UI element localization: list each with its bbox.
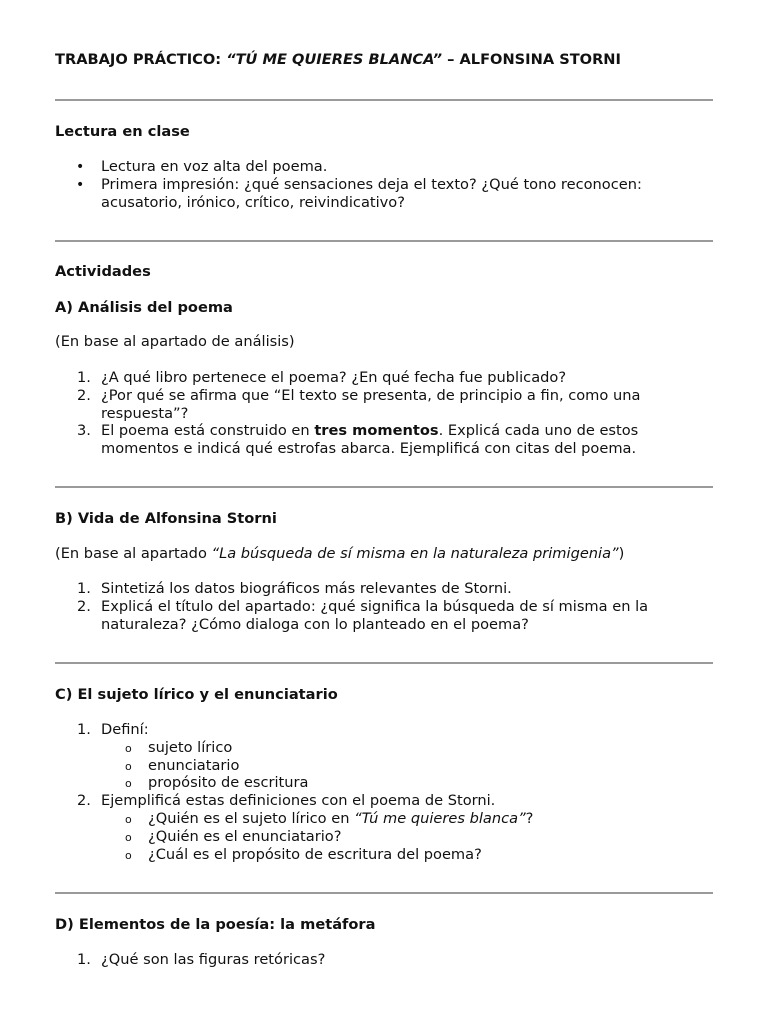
intro-italic: “La búsqueda de sí misma en la naturaleza primigenia” [211, 545, 619, 562]
intro-pre: (En base al apartado [55, 545, 212, 562]
section-a-intro: (En base al apartado de análisis) [55, 333, 295, 350]
section-d-question-1: ¿Qué son las figuras retóricas? [101, 951, 326, 968]
divider [55, 486, 713, 488]
example-italic: “Tú me quieres blanca” [354, 810, 526, 827]
list-number: 1. [77, 951, 91, 968]
lectura-heading: Lectura en clase [55, 123, 190, 140]
q3-text-bold: tres momentos [314, 422, 439, 439]
actividades-heading: Actividades [55, 263, 151, 280]
document-title [55, 51, 621, 69]
definition-item: enunciatario [148, 757, 240, 774]
sub-bullet-marker: o [125, 760, 132, 773]
section-a-question-3 [101, 422, 638, 440]
title-prefix: TRABAJO PRÁCTICO: [55, 51, 227, 68]
list-number: 2. [77, 792, 91, 809]
title-suffix: – ALFONSINA STORNI [442, 51, 621, 68]
section-b-question-1: Sintetizá los datos biográficos más relevantes de Storni. [101, 580, 512, 597]
section-a-question-2-continuation: respuesta”? [101, 405, 189, 422]
divider [55, 892, 713, 894]
sub-bullet-marker: o [125, 831, 132, 844]
section-b-intro [55, 545, 624, 563]
divider [55, 662, 713, 664]
section-a-question-2: ¿Por qué se afirma que “El texto se presenta, de principio a fin, como una [101, 387, 641, 404]
list-number: 2. [77, 598, 91, 615]
sub-bullet-marker: o [125, 777, 132, 790]
list-number: 3. [77, 422, 91, 439]
divider [55, 240, 713, 242]
definition-item: sujeto lírico [148, 739, 233, 756]
section-a-heading: A) Análisis del poema [55, 299, 233, 316]
list-number: 1. [77, 580, 91, 597]
section-c-question-1: Definí: [101, 721, 149, 738]
sub-bullet-marker: o [125, 849, 132, 862]
lectura-item: Primera impresión: ¿qué sensaciones deja el texto? ¿Qué tono reconocen: [101, 176, 642, 193]
section-c-heading: C) El sujeto lírico y el enunciatario [55, 686, 338, 703]
lectura-item-continuation: acusatorio, irónico, crítico, reivindicativo? [101, 194, 405, 211]
list-number: 2. [77, 387, 91, 404]
example-pre: ¿Quién es el sujeto lírico en [148, 810, 355, 827]
definition-item: propósito de escritura [148, 774, 309, 791]
section-a-question-3-continuation: momentos e indicá qué estrofas abarca. Ejemplificá con citas del poema. [101, 440, 637, 457]
example-item: ¿Quién es el enunciatario? [148, 828, 342, 845]
section-a-question-1: ¿A qué libro pertenece el poema? ¿En qué fecha fue publicado? [101, 369, 567, 386]
list-number: 1. [77, 369, 91, 386]
intro-post: ) [618, 545, 625, 562]
bullet-marker: • [76, 159, 85, 175]
list-number: 1. [77, 721, 91, 738]
sub-bullet-marker: o [125, 742, 132, 755]
sub-bullet-marker: o [125, 813, 132, 826]
section-b-question-2-continuation: naturaleza? ¿Cómo dialoga con lo planteado en el poema? [101, 616, 529, 633]
q3-text-post: . Explicá cada uno de estos [438, 422, 639, 439]
title-poem: “TÚ ME QUIERES BLANCA” [226, 51, 443, 68]
section-d-heading: D) Elementos de la poesía: la metáfora [55, 916, 376, 933]
example-item: ¿Cuál es el propósito de escritura del poema? [148, 846, 482, 863]
lectura-item: Lectura en voz alta del poema. [101, 158, 328, 175]
section-b-heading: B) Vida de Alfonsina Storni [55, 510, 277, 527]
q3-text-pre: El poema está construido en [101, 422, 315, 439]
example-item [148, 810, 533, 828]
bullet-marker: • [76, 177, 85, 193]
example-post: ? [525, 810, 534, 827]
section-c-question-2: Ejemplificá estas definiciones con el poema de Storni. [101, 792, 496, 809]
divider [55, 99, 713, 101]
section-b-question-2: Explicá el título del apartado: ¿qué significa la búsqueda de sí misma en la [101, 598, 649, 615]
